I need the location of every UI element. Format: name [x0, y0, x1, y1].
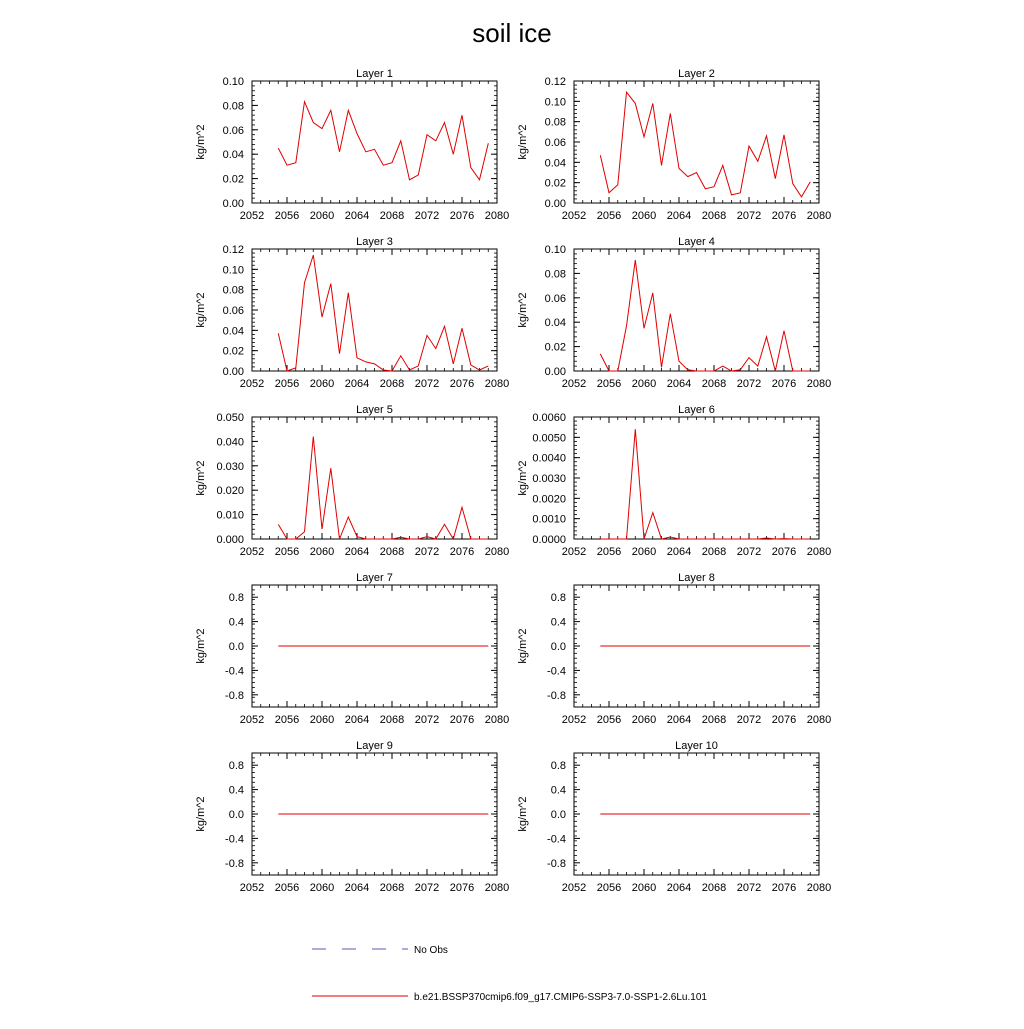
- x-tick-label: 2060: [631, 546, 657, 558]
- x-tick-label: 2072: [736, 210, 762, 222]
- x-tick-label: 2068: [379, 714, 405, 726]
- y-tick-label: 0.10: [544, 96, 566, 109]
- x-tick-label: 2080: [484, 882, 510, 894]
- y-tick-label: 0.10: [222, 76, 244, 88]
- y-tick-label: 0.4: [228, 784, 244, 797]
- x-tick-label: 2056: [274, 714, 300, 726]
- y-tick-label: 0.0060: [532, 412, 566, 424]
- panel-layer-3: [195, 236, 509, 390]
- y-tick-label: -0.8: [225, 689, 244, 702]
- x-tick-label: 2072: [414, 378, 440, 390]
- y-tick-label: 0.0030: [532, 473, 566, 485]
- panel-title: Layer 9: [356, 740, 393, 752]
- x-tick-label: 2080: [484, 714, 510, 726]
- page-title: soil ice: [472, 18, 552, 48]
- y-tick-label: 0.00: [222, 366, 244, 378]
- panel-layer-1: [195, 68, 509, 222]
- x-tick-label: 2072: [414, 210, 440, 222]
- y-tick-label: -0.4: [225, 665, 244, 678]
- panel-layer-7: [195, 572, 509, 726]
- x-tick-label: 2060: [631, 882, 657, 894]
- x-tick-label: 2052: [561, 546, 587, 558]
- x-tick-label: 2080: [484, 210, 510, 222]
- x-tick-label: 2076: [771, 546, 797, 558]
- y-tick-label: 0.04: [222, 149, 244, 162]
- series-line-model: [600, 92, 810, 197]
- x-tick-label: 2080: [806, 210, 832, 222]
- x-tick-label: 2072: [736, 714, 762, 726]
- y-tick-label: 0.02: [544, 177, 566, 190]
- x-tick-label: 2064: [344, 378, 370, 390]
- y-axis-label: kg/m^2: [195, 124, 207, 160]
- y-tick-label: -0.4: [547, 665, 566, 678]
- x-tick-label: 2068: [379, 378, 405, 390]
- legend-label-model: b.e21.BSSP370cmip6.f09_g17.CMIP6-SSP3-7.0-SSP1-2.6Lu.101: [414, 992, 707, 1003]
- panel-layer-2: [517, 68, 831, 222]
- x-tick-label: 2064: [344, 210, 370, 222]
- y-tick-label: 0.10: [222, 264, 244, 277]
- x-tick-label: 2064: [344, 546, 370, 558]
- y-axis-label: kg/m^2: [517, 628, 529, 664]
- panel-title: Layer 5: [356, 404, 393, 416]
- panel-layer-4: [517, 236, 831, 390]
- y-tick-label: 0.8: [228, 592, 244, 605]
- x-tick-label: 2072: [414, 882, 440, 894]
- y-tick-label: 0.0040: [532, 452, 566, 465]
- x-tick-label: 2060: [309, 882, 335, 894]
- x-tick-label: 2060: [309, 546, 335, 558]
- x-tick-label: 2076: [771, 714, 797, 726]
- x-tick-label: 2072: [414, 546, 440, 558]
- y-axis-label: kg/m^2: [517, 124, 529, 160]
- x-tick-label: 2080: [806, 714, 832, 726]
- y-tick-label: 0.040: [216, 436, 244, 449]
- x-tick-label: 2076: [449, 882, 475, 894]
- y-tick-label: 0.8: [228, 760, 244, 773]
- x-tick-label: 2068: [379, 210, 405, 222]
- plot-frame: [574, 417, 819, 539]
- y-tick-label: 0.0050: [532, 432, 566, 445]
- x-tick-label: 2076: [449, 714, 475, 726]
- x-tick-label: 2056: [274, 546, 300, 558]
- y-tick-label: 0.020: [216, 485, 244, 498]
- panel-layer-10: [517, 740, 831, 894]
- y-tick-label: 0.0020: [532, 493, 566, 506]
- x-tick-label: 2080: [806, 378, 832, 390]
- series-line-model: [278, 255, 488, 371]
- x-tick-label: 2052: [561, 882, 587, 894]
- y-axis-label: kg/m^2: [517, 292, 529, 328]
- x-tick-label: 2060: [309, 378, 335, 390]
- y-tick-label: 0.00: [222, 198, 244, 210]
- panel-layer-8: [517, 572, 831, 726]
- y-tick-label: 0.050: [216, 412, 244, 424]
- panel-title: Layer 2: [678, 68, 715, 80]
- y-tick-label: 0.000: [216, 534, 244, 546]
- x-tick-label: 2056: [274, 210, 300, 222]
- y-axis-label: kg/m^2: [195, 460, 207, 496]
- y-tick-label: 0.08: [544, 116, 566, 129]
- panel-title: Layer 4: [678, 236, 715, 248]
- y-tick-label: 0.010: [216, 509, 244, 522]
- y-tick-label: 0.0: [228, 641, 244, 653]
- x-tick-label: 2068: [701, 210, 727, 222]
- x-tick-label: 2060: [631, 210, 657, 222]
- y-tick-label: 0.06: [222, 124, 244, 137]
- x-tick-label: 2052: [239, 714, 265, 726]
- x-tick-label: 2072: [736, 378, 762, 390]
- x-tick-label: 2056: [274, 882, 300, 894]
- x-tick-label: 2052: [239, 210, 265, 222]
- panel-layer-5: [195, 404, 509, 558]
- y-tick-label: 0.00: [544, 366, 566, 378]
- y-axis-label: kg/m^2: [195, 796, 207, 832]
- x-tick-label: 2052: [561, 210, 587, 222]
- panel-layer-6: [517, 404, 831, 558]
- x-tick-label: 2076: [449, 210, 475, 222]
- y-axis-label: kg/m^2: [517, 796, 529, 832]
- panels: [195, 68, 831, 894]
- series-line-model: [278, 437, 488, 540]
- y-tick-label: 0.0: [550, 809, 566, 821]
- y-tick-label: 0.02: [222, 173, 244, 186]
- x-tick-label: 2080: [806, 882, 832, 894]
- panel-layer-9: [195, 740, 509, 894]
- y-tick-label: 0.8: [550, 592, 566, 605]
- x-tick-label: 2064: [666, 546, 692, 558]
- panel-title: Layer 8: [678, 572, 715, 584]
- x-tick-label: 2064: [666, 882, 692, 894]
- x-tick-label: 2068: [379, 546, 405, 558]
- plot-frame: [252, 417, 497, 539]
- x-tick-label: 2064: [666, 378, 692, 390]
- panel-title: Layer 6: [678, 404, 715, 416]
- x-tick-label: 2056: [596, 546, 622, 558]
- y-tick-label: 0.08: [222, 100, 244, 113]
- y-axis-label: kg/m^2: [195, 292, 207, 328]
- y-tick-label: 0.4: [228, 616, 244, 629]
- y-tick-label: 0.4: [550, 616, 566, 629]
- x-tick-label: 2068: [379, 882, 405, 894]
- y-tick-label: 0.00: [544, 198, 566, 210]
- x-tick-label: 2056: [596, 378, 622, 390]
- y-tick-label: -0.4: [225, 833, 244, 846]
- y-tick-label: 0.06: [544, 292, 566, 305]
- plot-frame: [252, 81, 497, 203]
- x-tick-label: 2052: [239, 378, 265, 390]
- x-tick-label: 2076: [771, 882, 797, 894]
- y-tick-label: 0.4: [550, 784, 566, 797]
- x-tick-label: 2064: [344, 714, 370, 726]
- legend-label-obs: No Obs: [414, 945, 448, 956]
- y-tick-label: 0.030: [216, 460, 244, 473]
- y-tick-label: 0.08: [544, 268, 566, 281]
- y-tick-label: 0.06: [544, 137, 566, 149]
- x-tick-label: 2080: [806, 546, 832, 558]
- x-tick-label: 2060: [631, 378, 657, 390]
- x-tick-label: 2072: [736, 546, 762, 558]
- x-tick-label: 2056: [596, 210, 622, 222]
- y-tick-label: 0.10: [544, 244, 566, 256]
- series-line-model: [600, 260, 810, 371]
- y-tick-label: 0.04: [544, 157, 566, 170]
- y-tick-label: -0.4: [547, 833, 566, 846]
- x-tick-label: 2076: [449, 546, 475, 558]
- y-tick-label: 0.12: [222, 244, 244, 256]
- x-tick-label: 2068: [701, 714, 727, 726]
- x-tick-label: 2076: [449, 378, 475, 390]
- y-axis-label: kg/m^2: [195, 628, 207, 664]
- x-tick-label: 2080: [484, 378, 510, 390]
- x-tick-label: 2072: [736, 882, 762, 894]
- x-tick-label: 2072: [414, 714, 440, 726]
- series-line-model: [600, 429, 810, 539]
- x-tick-label: 2052: [561, 378, 587, 390]
- series-line-model: [278, 102, 488, 180]
- y-tick-label: -0.8: [547, 689, 566, 702]
- x-tick-label: 2052: [561, 714, 587, 726]
- panel-title: Layer 10: [675, 740, 718, 752]
- y-tick-label: -0.8: [225, 857, 244, 870]
- x-tick-label: 2068: [701, 546, 727, 558]
- y-axis-label: kg/m^2: [517, 460, 529, 496]
- y-tick-label: 0.02: [222, 345, 244, 358]
- panel-title: Layer 3: [356, 236, 393, 248]
- y-tick-label: 0.04: [222, 325, 244, 338]
- y-tick-label: 0.0010: [532, 513, 566, 526]
- panel-title: Layer 1: [356, 68, 393, 80]
- x-tick-label: 2080: [484, 546, 510, 558]
- x-tick-label: 2064: [344, 882, 370, 894]
- x-tick-label: 2052: [239, 546, 265, 558]
- y-tick-label: 0.0000: [532, 534, 566, 546]
- x-tick-label: 2076: [771, 210, 797, 222]
- plot-frame: [574, 249, 819, 371]
- y-tick-label: 0.02: [544, 341, 566, 354]
- y-tick-label: 0.0: [550, 641, 566, 653]
- x-tick-label: 2052: [239, 882, 265, 894]
- x-tick-label: 2068: [701, 882, 727, 894]
- y-tick-label: 0.8: [550, 760, 566, 773]
- y-tick-label: 0.04: [544, 317, 566, 330]
- y-tick-label: 0.12: [544, 76, 566, 88]
- panel-title: Layer 7: [356, 572, 393, 584]
- x-tick-label: 2064: [666, 210, 692, 222]
- x-tick-label: 2068: [701, 378, 727, 390]
- x-tick-label: 2056: [274, 378, 300, 390]
- legend: [312, 945, 707, 1003]
- x-tick-label: 2056: [596, 714, 622, 726]
- x-tick-label: 2060: [309, 210, 335, 222]
- y-tick-label: 0.0: [228, 809, 244, 821]
- plot-frame: [252, 249, 497, 371]
- x-tick-label: 2060: [309, 714, 335, 726]
- x-tick-label: 2060: [631, 714, 657, 726]
- y-tick-label: 0.06: [222, 305, 244, 317]
- x-tick-label: 2076: [771, 378, 797, 390]
- x-tick-label: 2056: [596, 882, 622, 894]
- y-tick-label: -0.8: [547, 857, 566, 870]
- y-tick-label: 0.08: [222, 284, 244, 297]
- x-tick-label: 2064: [666, 714, 692, 726]
